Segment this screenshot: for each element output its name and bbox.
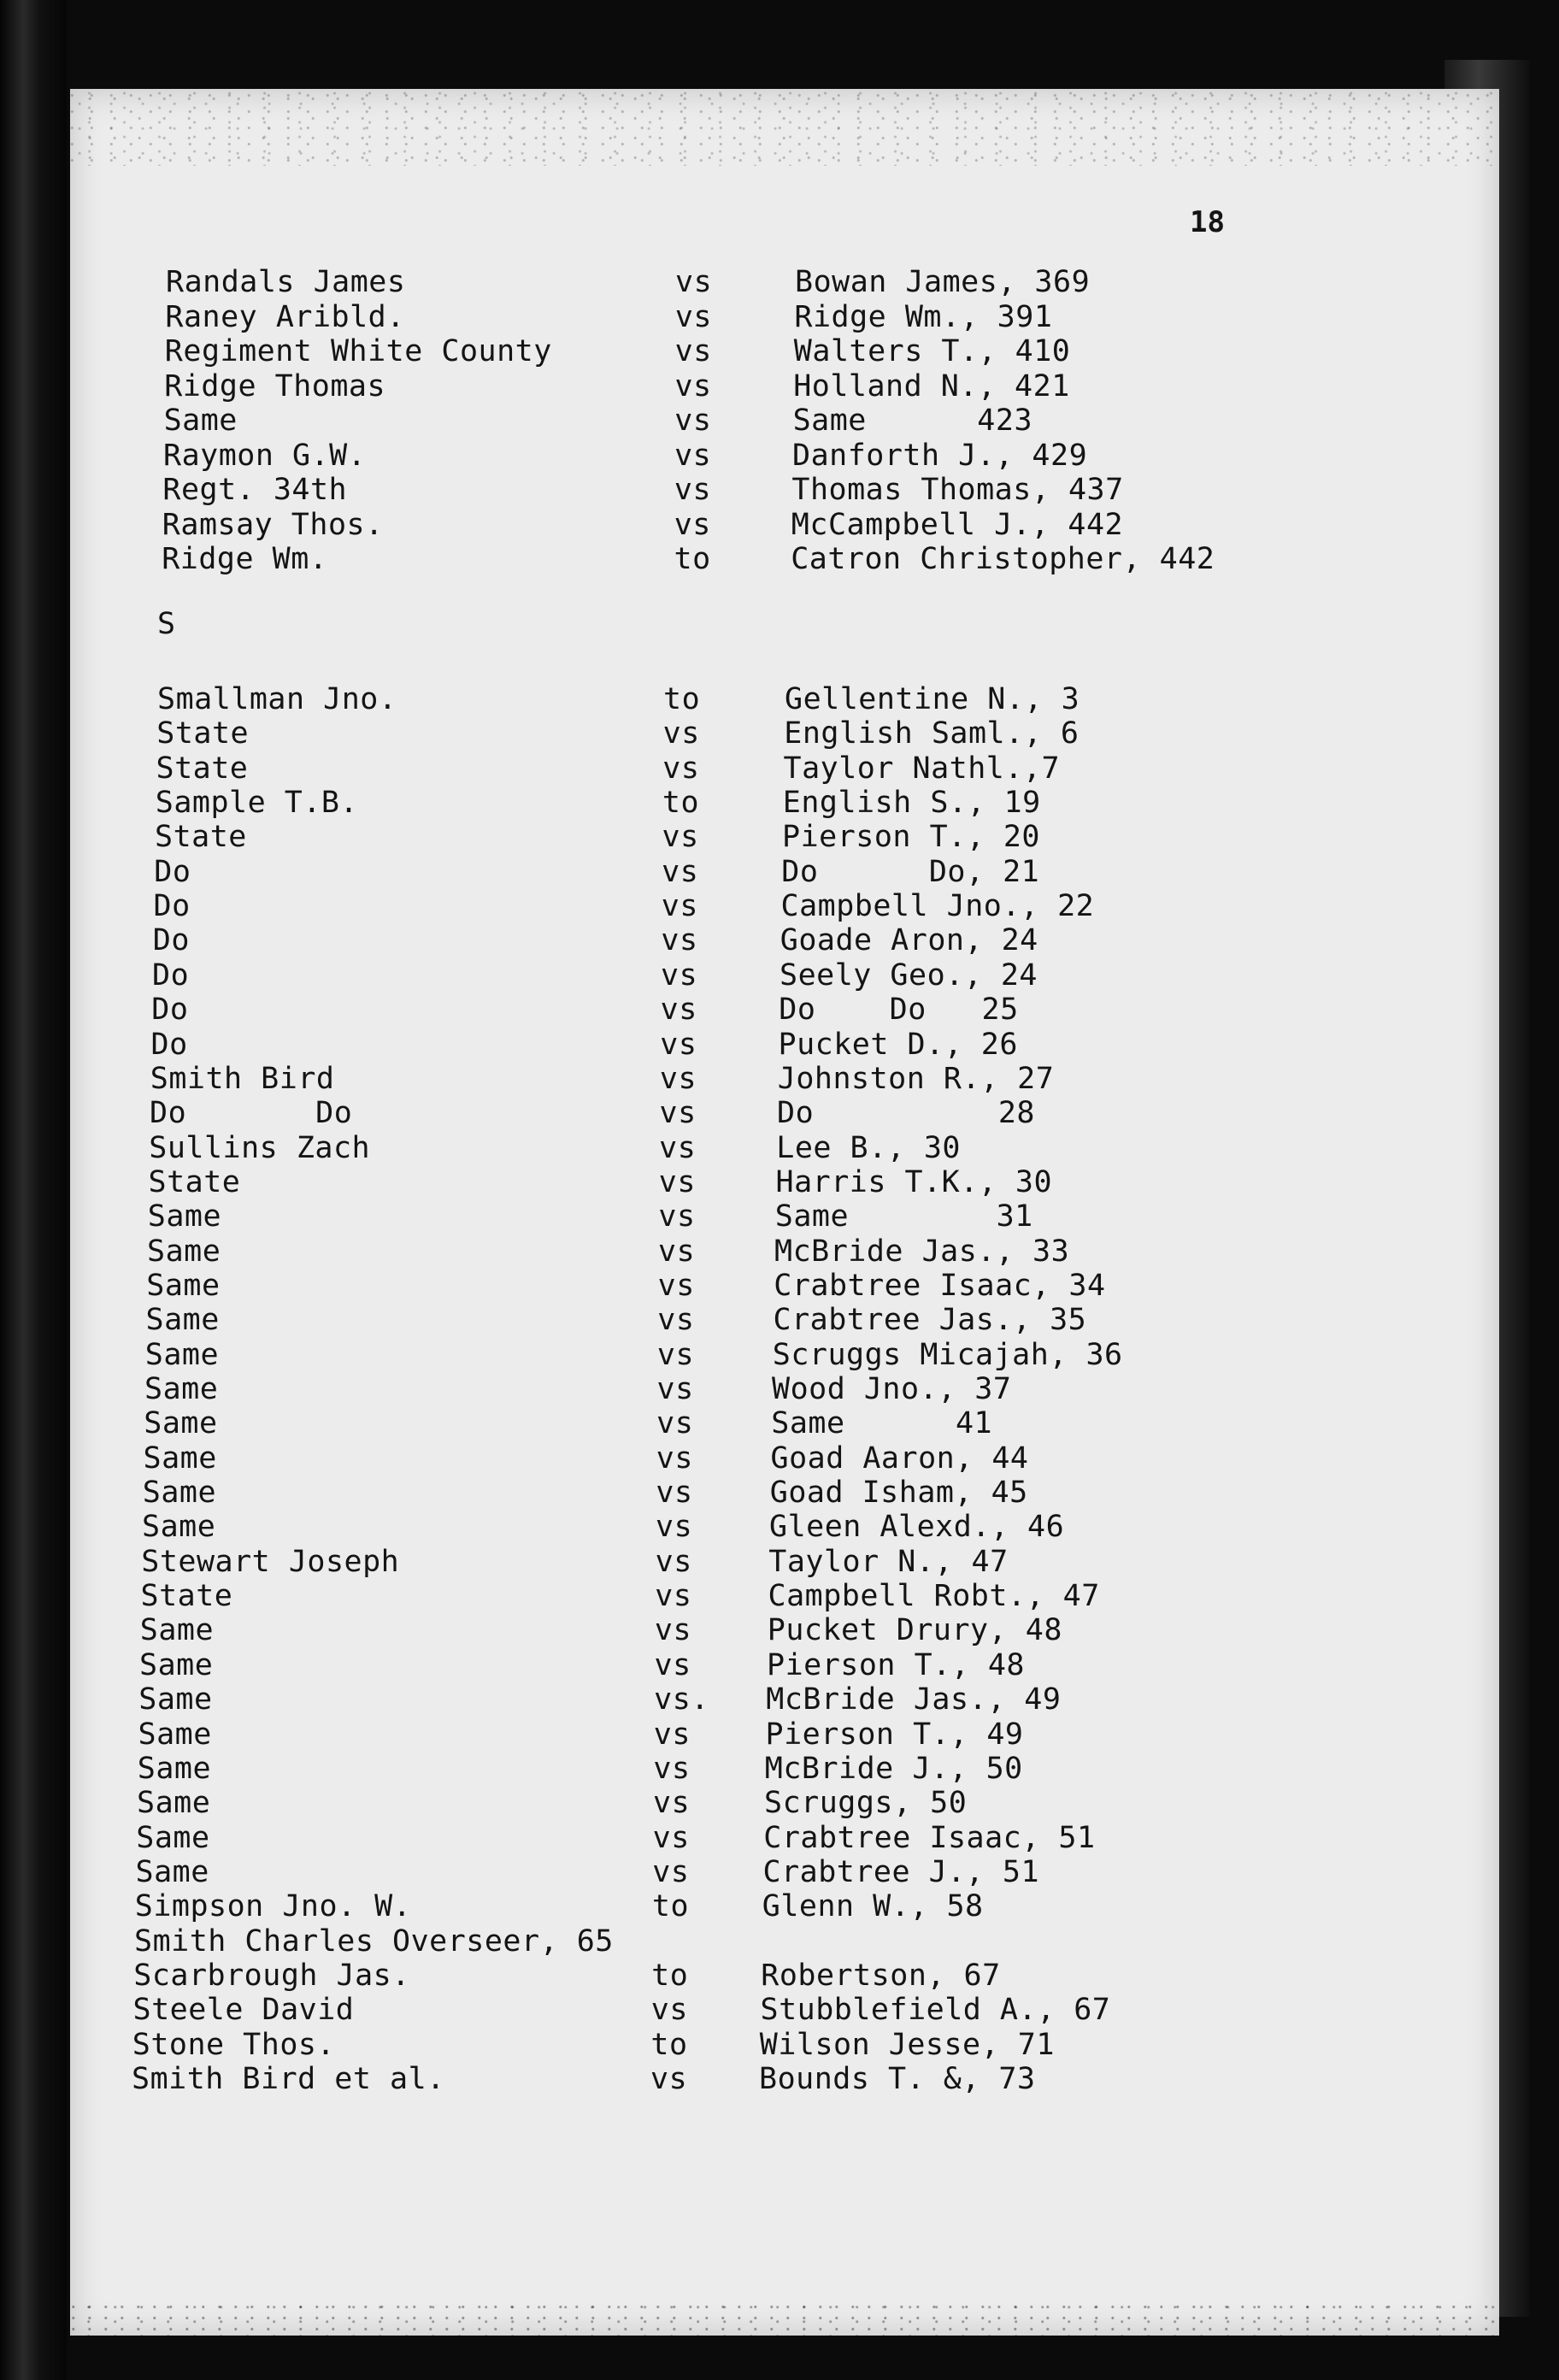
entry-other-party: Crabtree Isaac, 51 xyxy=(763,1820,1096,1855)
entry-other-party: Same 31 xyxy=(774,1199,1033,1234)
entry-relation: vs xyxy=(674,473,712,507)
index-entry-row xyxy=(70,1406,1499,1440)
entry-relation: vs xyxy=(674,368,712,404)
entry-party: Same xyxy=(147,1199,222,1234)
entry-other-party: Taylor Nathl.,7 xyxy=(783,751,1061,786)
entry-relation: to xyxy=(662,786,700,821)
entry-other-party: Holland N., 421 xyxy=(793,368,1070,404)
index-entry-row xyxy=(70,855,1499,889)
index-entry-row xyxy=(70,1613,1499,1647)
entry-relation: vs xyxy=(662,716,700,751)
entry-relation: vs xyxy=(658,1199,696,1234)
entry-relation: vs xyxy=(656,1372,694,1406)
entry-other-party: Harris T.K., 30 xyxy=(775,1164,1053,1199)
entry-party: Same xyxy=(143,1440,217,1476)
entry-other-party: Wood Jno., 37 xyxy=(772,1372,1012,1406)
index-entry-row xyxy=(70,786,1499,820)
entry-party: Do xyxy=(152,957,190,993)
index-entry-row xyxy=(70,369,1499,404)
entry-other-party: Gleen Alexd., 46 xyxy=(769,1510,1065,1545)
entry-relation: vs xyxy=(650,1993,688,2028)
entry-party: Do xyxy=(154,854,191,889)
entry-party: Same xyxy=(142,1476,217,1511)
entry-relation: vs xyxy=(658,1234,696,1269)
entry-relation: vs xyxy=(674,438,712,473)
entry-relation: vs. xyxy=(654,1682,709,1717)
entry-relation: vs xyxy=(674,299,712,334)
entry-relation: vs xyxy=(660,1027,697,1062)
entry-other-party: English Saml., 6 xyxy=(784,716,1080,751)
book-binding-edge xyxy=(0,0,67,2380)
entry-relation: vs xyxy=(674,334,712,368)
entry-other-party: Wilson Jesse, 71 xyxy=(759,2027,1055,2062)
entry-party: Smith Bird et al. xyxy=(132,2062,445,2096)
index-entry-row xyxy=(70,1855,1499,1889)
index-entry-row xyxy=(70,439,1499,473)
entry-relation: vs xyxy=(661,957,698,993)
entry-party: Regt. 34th xyxy=(162,473,348,507)
index-entry-row xyxy=(70,1924,1499,1959)
entry-party: State xyxy=(155,820,247,855)
entry-other-party: Danforth J., 429 xyxy=(792,438,1088,473)
entry-other-party: Scruggs Micajah, 36 xyxy=(772,1337,1123,1372)
entry-party: Same xyxy=(139,1647,214,1682)
entry-other-party: Scruggs, 50 xyxy=(764,1786,968,1821)
entry-relation: vs xyxy=(655,1579,692,1614)
entry-relation: vs xyxy=(656,1337,695,1372)
entry-other-party: Same 423 xyxy=(792,404,1033,438)
entry-other-party: McBride J., 50 xyxy=(764,1751,1023,1786)
entry-other-party: Pierson T., 48 xyxy=(767,1647,1026,1682)
entry-party: State xyxy=(148,1164,241,1199)
entry-other-party: McBride Jas., 49 xyxy=(766,1682,1062,1717)
entry-other-party: Same 41 xyxy=(771,1406,993,1441)
entry-relation: vs xyxy=(656,1476,693,1511)
entry-other-party: Pierson T., 49 xyxy=(765,1717,1024,1752)
section-letter-s: S xyxy=(157,607,176,641)
entry-relation: vs xyxy=(660,993,697,1028)
entry-party: Same xyxy=(139,1613,215,1648)
entry-party: Do xyxy=(152,923,190,958)
entry-other-party: Gellentine N., 3 xyxy=(785,682,1080,716)
entry-relation: vs xyxy=(661,889,698,924)
index-entry-row xyxy=(70,1579,1499,1613)
entry-relation: vs xyxy=(656,1510,693,1545)
index-entry-row xyxy=(70,1889,1499,1923)
entry-party: Raymon G.W. xyxy=(163,438,367,473)
index-entry-row xyxy=(70,1062,1499,1096)
entry-other-party: Robertson, 67 xyxy=(761,1958,1001,1993)
entry-party: Regiment White County xyxy=(164,334,552,368)
index-entry-row xyxy=(70,1993,1499,2027)
entry-party: Stone Thos. xyxy=(132,2027,336,2062)
index-entry-row xyxy=(70,1476,1499,1510)
index-entry-row xyxy=(70,1648,1499,1682)
index-entry-row xyxy=(70,1545,1499,1579)
entry-party: Same xyxy=(145,1303,220,1338)
index-entry-row xyxy=(70,300,1499,334)
index-entry-row xyxy=(70,1028,1499,1062)
entry-other-party: Do Do, 21 xyxy=(781,854,1040,889)
index-entry-row xyxy=(70,993,1499,1027)
entry-party: Raney Aribld. xyxy=(165,299,405,334)
entry-other-party: Pucket Drury, 48 xyxy=(767,1613,1062,1648)
index-entry-row xyxy=(70,1510,1499,1544)
entry-party: Same xyxy=(138,1717,212,1752)
index-entry-row xyxy=(70,473,1499,507)
index-entry-row xyxy=(70,716,1499,751)
entry-party: Do xyxy=(151,993,189,1028)
index-entry-row xyxy=(70,2028,1499,2062)
entry-other-party: Seely Geo., 24 xyxy=(780,957,1038,993)
entry-party: Steele David xyxy=(132,1993,355,2028)
entry-relation: vs xyxy=(657,1303,695,1338)
entry-party: Scarbrough Jas. xyxy=(133,1958,410,1993)
entry-other-party: Do Do 25 xyxy=(779,993,1019,1028)
index-entry-row xyxy=(70,820,1499,854)
entry-party: State xyxy=(140,1579,233,1614)
entry-other-party: Crabtree J., 51 xyxy=(762,1854,1040,1889)
entry-other-party: Walters T., 410 xyxy=(793,334,1071,368)
entry-party: State xyxy=(156,751,249,786)
entry-relation: vs xyxy=(655,1544,692,1579)
entry-other-party: Crabtree Isaac, 34 xyxy=(774,1268,1106,1303)
entry-other-party: Crabtree Jas., 35 xyxy=(773,1303,1087,1338)
index-entry-row xyxy=(70,1717,1499,1752)
index-entry-row xyxy=(70,1786,1499,1820)
entry-relation: vs xyxy=(658,1164,696,1199)
page-number: 18 xyxy=(1190,205,1225,239)
index-entry-row xyxy=(70,1096,1499,1130)
entry-other-party: Catron Christopher, 442 xyxy=(791,542,1215,576)
entry-relation: vs xyxy=(654,1613,692,1648)
index-entry-row xyxy=(70,1234,1499,1269)
index-entry-row xyxy=(70,1338,1499,1372)
entry-other-party: Stubblefield A., 67 xyxy=(760,1993,1111,2028)
entry-other-party: McBride Jas., 33 xyxy=(774,1234,1070,1269)
entry-relation: vs xyxy=(662,751,700,786)
entry-other-party: Campbell Jno., 22 xyxy=(780,889,1095,924)
index-entry-row xyxy=(70,1441,1499,1476)
entry-other-party: Johnston R., 27 xyxy=(777,1061,1055,1096)
entry-other-party: Bowan James, 369 xyxy=(795,265,1091,299)
entry-party: Sullins Zach xyxy=(149,1130,371,1165)
index-entry-row xyxy=(70,923,1499,957)
entry-other-party: Thomas Thomas, 437 xyxy=(791,473,1124,507)
entry-relation: vs xyxy=(659,1061,697,1096)
index-entry-row xyxy=(70,1269,1499,1303)
entry-relation: to xyxy=(651,1958,689,1993)
entry-party: Same xyxy=(144,1337,220,1372)
entry-party: Same xyxy=(135,1854,209,1889)
entry-relation: vs xyxy=(675,265,713,299)
index-entry-row xyxy=(70,1372,1499,1406)
entry-party: Same xyxy=(144,1406,218,1441)
entry-other-party: Goad Aaron, 44 xyxy=(770,1440,1029,1476)
index-entry-row xyxy=(70,404,1499,438)
index-entry-row xyxy=(70,889,1499,923)
entry-relation: vs xyxy=(662,854,699,889)
index-entry-row xyxy=(70,542,1499,576)
entry-party: Smallman Jno. xyxy=(157,682,397,716)
entry-party: Ridge Thomas xyxy=(164,368,386,404)
index-entry-row xyxy=(70,1821,1499,1855)
entry-relation: to xyxy=(663,682,701,716)
entry-relation: vs xyxy=(653,1717,691,1752)
entry-other-party: Bounds T. &, 73 xyxy=(759,2062,1036,2096)
index-entry-row xyxy=(70,1165,1499,1199)
index-entry-row xyxy=(70,508,1499,542)
entry-relation: vs xyxy=(656,1406,694,1441)
entry-relation: vs xyxy=(656,1440,693,1476)
index-page xyxy=(70,89,1499,2336)
entry-party: Randals James xyxy=(166,265,406,299)
entry-other-party: Pierson T., 20 xyxy=(782,820,1041,855)
entry-relation: vs xyxy=(662,820,699,855)
entry-relation: to xyxy=(674,542,711,576)
entry-relation: to xyxy=(650,2027,688,2062)
index-entry-row xyxy=(70,751,1499,786)
entry-party: Do Do xyxy=(150,1096,353,1131)
entry-other-party: Goad Isham, 45 xyxy=(769,1476,1028,1511)
entry-party: Smith Bird xyxy=(150,1061,335,1096)
entry-party: Smith Charles Overseer, 65 xyxy=(134,1923,614,1959)
entry-other-party: Pucket D., 26 xyxy=(778,1027,1018,1062)
entry-party: Stewart Joseph xyxy=(141,1544,400,1579)
entry-party: Sample T.B. xyxy=(155,786,359,821)
entry-party: State xyxy=(156,716,250,751)
index-entry-row xyxy=(70,1303,1499,1337)
index-entry-row xyxy=(70,958,1499,993)
index-entry-row xyxy=(70,1131,1499,1165)
entry-relation: vs xyxy=(674,404,712,438)
entry-relation: vs xyxy=(659,1130,697,1165)
entry-other-party: Lee B., 30 xyxy=(776,1130,961,1165)
entry-relation: vs xyxy=(661,923,698,958)
index-entry-row xyxy=(70,682,1499,716)
entry-party: Same xyxy=(137,1786,211,1821)
entry-relation: vs xyxy=(659,1096,697,1131)
entry-relation: vs xyxy=(657,1268,695,1303)
entry-other-party: Ridge Wm., 391 xyxy=(794,299,1053,334)
entry-other-party: Taylor N., 47 xyxy=(768,1544,1009,1579)
index-entry-row xyxy=(70,1959,1499,1993)
entry-other-party: English S., 19 xyxy=(782,786,1041,821)
entry-party: Ridge Wm. xyxy=(162,542,328,576)
entry-relation: vs xyxy=(674,507,711,542)
entry-relation: vs xyxy=(654,1647,691,1682)
entry-relation: to xyxy=(651,1889,690,1924)
entry-party: Do xyxy=(153,889,191,924)
entry-party: Same xyxy=(136,1820,210,1855)
entry-party: Same xyxy=(144,1372,219,1406)
index-entries xyxy=(70,89,1499,2336)
entry-other-party: Glenn W., 58 xyxy=(762,1889,984,1924)
index-entry-row xyxy=(70,2062,1499,2096)
entry-party: Do xyxy=(150,1027,188,1062)
entry-relation: vs xyxy=(653,1751,691,1786)
entry-party: Same xyxy=(142,1510,216,1545)
index-entry-row xyxy=(70,1752,1499,1786)
entry-party: Same xyxy=(147,1234,221,1269)
index-entry-row xyxy=(70,1682,1499,1717)
entry-relation: vs xyxy=(650,2062,688,2096)
entry-other-party: Campbell Robt., 47 xyxy=(768,1579,1100,1614)
entry-party: Same xyxy=(138,1682,213,1717)
index-entry-row xyxy=(70,1199,1499,1234)
entry-other-party: McCampbell J., 442 xyxy=(791,507,1124,542)
entry-party: Same xyxy=(146,1268,221,1303)
entry-other-party: Goade Aron, 24 xyxy=(780,923,1038,958)
index-entry-row xyxy=(70,265,1499,299)
entry-relation: vs xyxy=(652,1820,690,1855)
entry-party: Simpson Jno. W. xyxy=(134,1889,412,1924)
entry-party: Same xyxy=(163,404,238,438)
entry-party: Same xyxy=(137,1751,212,1786)
entry-relation: vs xyxy=(653,1786,691,1821)
entry-party: Ramsay Thos. xyxy=(162,507,384,542)
entry-relation: vs xyxy=(652,1854,690,1889)
index-entry-row xyxy=(70,334,1499,368)
entry-other-party: Do 28 xyxy=(777,1096,1036,1131)
